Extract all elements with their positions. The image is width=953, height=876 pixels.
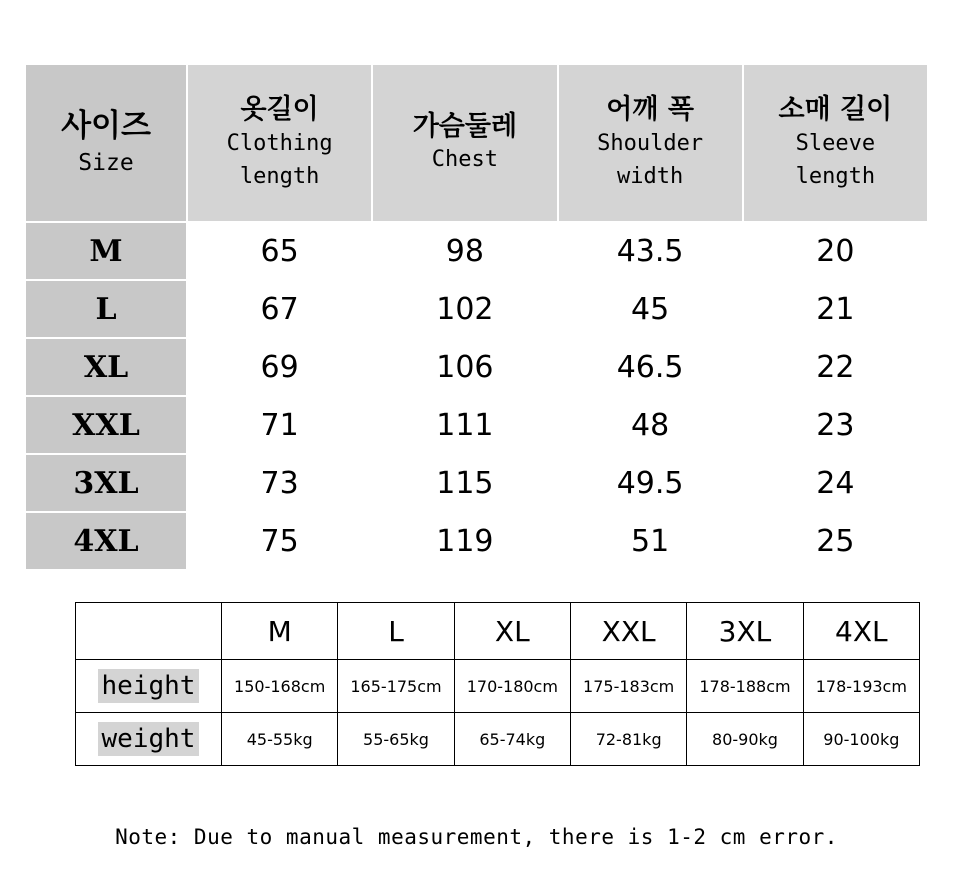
header-shoulder-width-en2: width bbox=[617, 163, 684, 189]
header-sleeve-length-kr: 소매 길이 bbox=[778, 94, 893, 126]
cell-xxl-shoulder-width bbox=[558, 396, 743, 454]
cell-l-clothing-length bbox=[187, 280, 372, 338]
cell-value: 102 bbox=[436, 291, 494, 327]
hw-weight-4xl: 90-100kg bbox=[803, 713, 919, 766]
hw-row-label-text: height bbox=[98, 669, 200, 703]
row-label-text: 4XL bbox=[73, 523, 139, 559]
cell-value: 45 bbox=[631, 291, 670, 327]
table-row bbox=[76, 713, 920, 766]
header-chest-kr: 가슴둘레 bbox=[412, 110, 518, 142]
cell-value: 49.5 bbox=[616, 465, 684, 501]
hw-header-xxl: XXL bbox=[570, 603, 686, 660]
cell-m-shoulder-width bbox=[558, 222, 743, 280]
hw-header-4xl: 4XL bbox=[803, 603, 919, 660]
header-clothing-length-kr: 옷길이 bbox=[240, 94, 319, 126]
hw-height-3xl: 178-188cm bbox=[687, 660, 803, 713]
cell-xxl-clothing-length bbox=[187, 396, 372, 454]
header-cell-clothing-length bbox=[187, 64, 372, 222]
hw-row-label-text: weight bbox=[98, 722, 200, 756]
table-row bbox=[25, 280, 928, 338]
cell-value: 98 bbox=[445, 233, 484, 269]
size-chart-table bbox=[24, 63, 929, 571]
hw-row-label-weight bbox=[76, 713, 222, 766]
cell-xxl-chest bbox=[372, 396, 557, 454]
cell-value: 22 bbox=[816, 349, 855, 385]
cell-value: 119 bbox=[436, 523, 494, 559]
hw-weight-xl: 65-74kg bbox=[454, 713, 570, 766]
hw-height-xxl: 175-183cm bbox=[570, 660, 686, 713]
row-label-text: XXL bbox=[72, 407, 140, 443]
hw-height-xl: 170-180cm bbox=[454, 660, 570, 713]
size-chart-header-row bbox=[25, 64, 928, 222]
cell-4xl-shoulder-width bbox=[558, 512, 743, 570]
cell-value: 25 bbox=[816, 523, 855, 559]
table-row bbox=[76, 660, 920, 713]
cell-value: 46.5 bbox=[616, 349, 684, 385]
header-clothing-length-en2: length bbox=[239, 163, 320, 189]
row-label-xl bbox=[25, 338, 187, 396]
cell-4xl-clothing-length bbox=[187, 512, 372, 570]
measurement-note: Note: Due to manual measurement, there is 1-2 cm error. bbox=[115, 825, 838, 849]
cell-value: 24 bbox=[816, 465, 855, 501]
cell-value: 73 bbox=[260, 465, 299, 501]
header-cell-shoulder-width bbox=[558, 64, 743, 222]
hw-header-l: L bbox=[338, 603, 454, 660]
header-chest-en1: Chest bbox=[431, 147, 498, 173]
hw-height-m: 150-168cm bbox=[222, 660, 338, 713]
cell-3xl-clothing-length bbox=[187, 454, 372, 512]
hw-weight-xxl: 72-81kg bbox=[570, 713, 686, 766]
cell-value: 23 bbox=[816, 407, 855, 443]
row-label-m bbox=[25, 222, 187, 280]
row-label-text: XL bbox=[83, 349, 129, 385]
hw-height-4xl: 178-193cm bbox=[803, 660, 919, 713]
cell-m-clothing-length bbox=[187, 222, 372, 280]
table-row bbox=[25, 338, 928, 396]
hw-weight-m: 45-55kg bbox=[222, 713, 338, 766]
header-sleeve-length-en2: length bbox=[795, 163, 876, 189]
cell-value: 111 bbox=[436, 407, 494, 443]
cell-l-sleeve-length bbox=[743, 280, 928, 338]
cell-value: 115 bbox=[436, 465, 494, 501]
row-label-xxl bbox=[25, 396, 187, 454]
hw-header-3xl: 3XL bbox=[687, 603, 803, 660]
row-label-text: L bbox=[95, 291, 117, 327]
row-label-text: M bbox=[89, 233, 123, 269]
header-clothing-length-en1: Clothing bbox=[226, 130, 333, 156]
row-label-3xl bbox=[25, 454, 187, 512]
cell-value: 106 bbox=[436, 349, 494, 385]
header-cell-chest bbox=[372, 64, 557, 222]
hw-header-xl: XL bbox=[454, 603, 570, 660]
cell-m-sleeve-length bbox=[743, 222, 928, 280]
cell-3xl-sleeve-length bbox=[743, 454, 928, 512]
cell-value: 69 bbox=[260, 349, 299, 385]
row-label-4xl bbox=[25, 512, 187, 570]
hw-height-l: 165-175cm bbox=[338, 660, 454, 713]
cell-value: 75 bbox=[260, 523, 299, 559]
header-size-en: Size bbox=[78, 149, 134, 176]
table-row bbox=[25, 396, 928, 454]
cell-value: 67 bbox=[260, 291, 299, 327]
cell-value: 20 bbox=[816, 233, 855, 269]
header-cell-sleeve-length bbox=[743, 64, 928, 222]
table-row bbox=[25, 454, 928, 512]
cell-value: 65 bbox=[260, 233, 299, 269]
cell-value: 48 bbox=[631, 407, 670, 443]
cell-xl-sleeve-length bbox=[743, 338, 928, 396]
header-size-kr: 사이즈 bbox=[61, 107, 151, 144]
hw-weight-l: 55-65kg bbox=[338, 713, 454, 766]
cell-value: 71 bbox=[260, 407, 299, 443]
table-row bbox=[25, 222, 928, 280]
cell-l-chest bbox=[372, 280, 557, 338]
hw-corner-cell bbox=[76, 603, 222, 660]
header-cell-size bbox=[25, 64, 187, 222]
hw-header-row bbox=[76, 603, 920, 660]
height-weight-table bbox=[75, 602, 920, 766]
cell-value: 51 bbox=[631, 523, 670, 559]
cell-xl-chest bbox=[372, 338, 557, 396]
cell-3xl-chest bbox=[372, 454, 557, 512]
cell-4xl-sleeve-length bbox=[743, 512, 928, 570]
row-label-text: 3XL bbox=[73, 465, 139, 501]
header-sleeve-length-en1: Sleeve bbox=[795, 130, 876, 156]
hw-weight-3xl: 80-90kg bbox=[687, 713, 803, 766]
cell-m-chest bbox=[372, 222, 557, 280]
hw-row-label-height bbox=[76, 660, 222, 713]
cell-xl-shoulder-width bbox=[558, 338, 743, 396]
cell-value: 21 bbox=[816, 291, 855, 327]
cell-xl-clothing-length bbox=[187, 338, 372, 396]
cell-value: 43.5 bbox=[616, 233, 684, 269]
row-label-l bbox=[25, 280, 187, 338]
cell-l-shoulder-width bbox=[558, 280, 743, 338]
hw-header-m: M bbox=[222, 603, 338, 660]
cell-xxl-sleeve-length bbox=[743, 396, 928, 454]
cell-3xl-shoulder-width bbox=[558, 454, 743, 512]
header-shoulder-width-kr: 어깨 폭 bbox=[606, 94, 694, 126]
cell-4xl-chest bbox=[372, 512, 557, 570]
table-row bbox=[25, 512, 928, 570]
header-shoulder-width-en1: Shoulder bbox=[597, 130, 704, 156]
